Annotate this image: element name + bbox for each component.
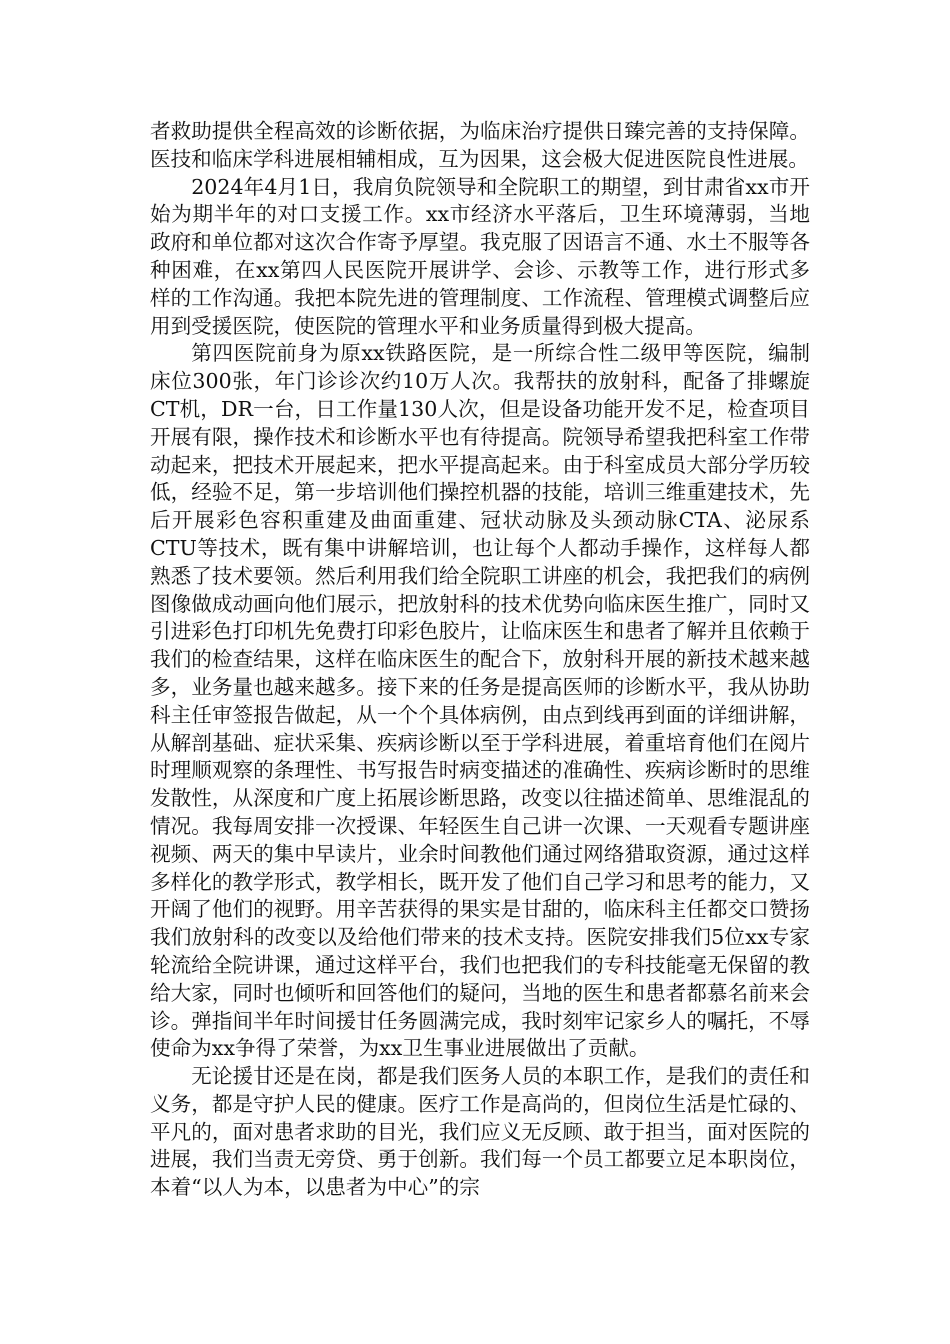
document-page — [150, 118, 810, 1202]
paragraph-4: 无论援甘还是在岗，都是我们医务人员的本职工作，是我们的责任和义务，都是守护人民的健康。医疗工作是高尚的，但岗位生活是忙碌的、平凡的，面对患者求助的目光，我们应义无反顾、敢于担当，面对医院的进展，我们当责无旁贷、勇于创新。我们每一个员工都要立足本职岗位，本着“以人为本，以患者为中心”的宗 — [150, 1064, 810, 1200]
paragraph-1: 者救助提供全程高效的诊断依据，为临床治疗提供日臻完善的支持保障。医技和临床学科进展相辅相成，互为因果，这会极大促进医院良性进展。 — [150, 119, 810, 171]
paragraph-3: 第四医院前身为原xx铁路医院，是一所综合性二级甲等医院，编制床位300张，年门诊诊次约10万人次。我帮扶的放射科，配备了排螺旋CT机，DR一台，日工作量130人次，但是设备功能开发不足，检查项目开展有限，操作技术和诊断水平也有待提高。院领导希望我把科室工作带动起来，把技术开展起来，把水平提高起来。由于科室成员大部分学历较低，经验不足，第一步培训他们操控机器的技能，培训三维重建技术，先后开展彩色容积重建及曲面重建、冠状动脉及头颈动脉CTA、泌尿系CTU等技术，既有集中讲解培训，也让每个人都动手操作，这样每人都熟悉了技术要领。然后利用我们给全院职工讲座的机会，我把我们的病例图像做成动画向他们展示，把放射科的技术优势向临床医生推广，同时又引进彩色打印机先免费打印彩色胶片，让临床医生和患者了解并且依赖于我们的检查结果，这样在临床医生的配合下，放射科开展的新技术越来越多，业务量也越来越多。接下来的任务是提高医师的诊断水平，我从协助科主任审签报告做起，从一个个具体病例，由点到线再到面的详细讲解，从解剖基础、症状采集、疾病诊断以至于学科进展，着重培育他们在阅片时理顺观察的条理性、书写报告时病变描述的准确性、疾病诊断时的思维发散性，从深度和广度上拓展诊断思路，改变以往描述简单、思维混乱的情况。我每周安排一次授课、年轻医生自己讲一次课、一天观看专题讲座视频、两天的集中早读片，业余时间教他们通过网络猎取资源，通过这样多样化的教学形式，教学相长，既开发了他们自己学习和思考的能力，又开阔了他们的视野。用辛苦获得的果实是甘甜的，临床科主任都交口赞扬我们放射科的改变以及给他们带来的技术支持。医院安排我们5位xx专家轮流给全院讲课，通过这样平台，我们也把我们的专科技能毫无保留的教给大家，同时也倾听和回答他们的疑问，当地的医生和患者都慕名前来会诊。弹指间半年时间援甘任务圆满完成，我时刻牢记家乡人的嘱托，不辱使命为xx争得了荣誉，为xx卫生事业进展做出了贡献。 — [150, 341, 810, 1061]
paragraph-2: 2024年4月1日，我肩负院领导和全院职工的期望，到甘肃省xx市开始为期半年的对口支援工作。xx市经济水平落后，卫生环境薄弱，当地政府和单位都对这次合作寄予厚望。我克服了因语言不通、水土不服等各种困难，在xx第四人民医院开展讲学、会诊、示教等工作，进行形式多样的工作沟通。我把本院先进的管理制度、工作流程、管理模式调整后应用到受援医院，使医院的管理水平和业务质量得到极大提高。 — [150, 174, 810, 338]
